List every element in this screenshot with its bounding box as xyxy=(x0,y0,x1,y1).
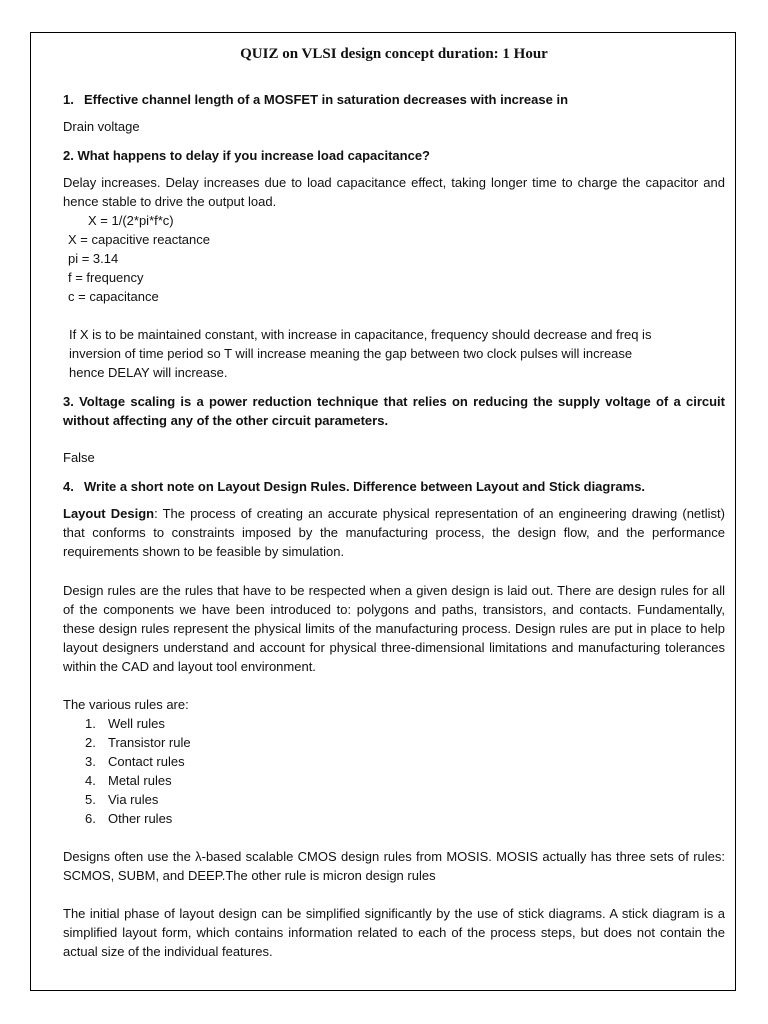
answer-2: Delay increases. Delay increases due to load capacitance effect, taking longer time to charge the capacitor and hence stable to drive the output load. xyxy=(63,175,725,209)
formula: X = 1/(2*pi*f*c) xyxy=(88,213,174,228)
explanation-line: If X is to be maintained constant, with increase in capacitance, frequency should decrease and freq is xyxy=(69,327,652,342)
explanation-line: inversion of time period so T will increase meaning the gap between two clock pulses will increase xyxy=(69,346,633,361)
question-4 xyxy=(63,477,725,496)
list-item: 4. Metal rules xyxy=(85,773,172,788)
question-4-number: 4. xyxy=(63,479,74,494)
question-1-number: 1. xyxy=(63,92,74,107)
question-1-text: Effective channel length of a MOSFET in saturation decreases with increase in xyxy=(84,92,569,107)
answer-3: False xyxy=(63,450,95,465)
question-3: 3. Voltage scaling is a power reduction technique that relies on reducing the supply voltage of a circuit without affecting any of the other circuit parameters. xyxy=(63,394,725,428)
mosis-paragraph: Designs often use the λ-based scalable CMOS design rules from MOSIS. MOSIS actually has three sets of rules: SCMOS, SUBM, and DEEP.The other rule is micron design rules xyxy=(63,849,725,883)
question-4-text: Write a short note on Layout Design Rules. Difference between Layout and Stick diagrams. xyxy=(84,479,646,494)
layout-design-text: : The process of creating an accurate physical representation of an engineering drawing (netlist) that conforms to constraints imposed by the manufacturing process, the design flow, and the performance requirements shown to be feasible by simulation. xyxy=(63,506,725,559)
list-item: 3. Contact rules xyxy=(85,754,185,769)
question-2: 2. What happens to delay if you increase load capacitance? xyxy=(63,148,430,163)
definition-line: X = capacitive reactance xyxy=(68,232,210,247)
design-rules-paragraph: Design rules are the rules that have to be respected when a given design is laid out. There are design rules for all of the components we have been introduced to: polygons and paths, transistors, and contacts. Fundamentally, these design rules represent the physical limits of the manufacturing process. Design rules are put in place to help layout designers understand and account for physical three-dimensional limitations and manufacturing tolerances within the CAD and layout tool environment. xyxy=(63,583,725,674)
document-body xyxy=(63,44,725,961)
list-item: 6. Other rules xyxy=(85,811,173,826)
definition-line: pi = 3.14 xyxy=(68,251,119,266)
answer-1: Drain voltage xyxy=(63,119,140,134)
layout-design-paragraph xyxy=(63,504,725,561)
rules-list xyxy=(63,714,725,828)
list-item: 5. Via rules xyxy=(85,792,159,807)
list-item: 1. Well rules xyxy=(85,716,165,731)
stick-diagram-paragraph: The initial phase of layout design can be simplified significantly by the use of stick diagrams. A stick diagram is a simplified layout form, which contains information related to each of the process steps, but does not contain the actual size of the individual features. xyxy=(63,906,725,959)
list-item: 2. Transistor rule xyxy=(85,735,191,750)
definition-line: f = frequency xyxy=(68,270,144,285)
rules-intro: The various rules are: xyxy=(63,697,189,712)
question-1 xyxy=(63,90,725,109)
definition-line: c = capacitance xyxy=(68,289,159,304)
page-title: QUIZ on VLSI design concept duration: 1 Hour xyxy=(240,46,548,62)
explanation-line: hence DELAY will increase. xyxy=(69,365,228,380)
layout-design-label: Layout Design xyxy=(63,506,155,521)
